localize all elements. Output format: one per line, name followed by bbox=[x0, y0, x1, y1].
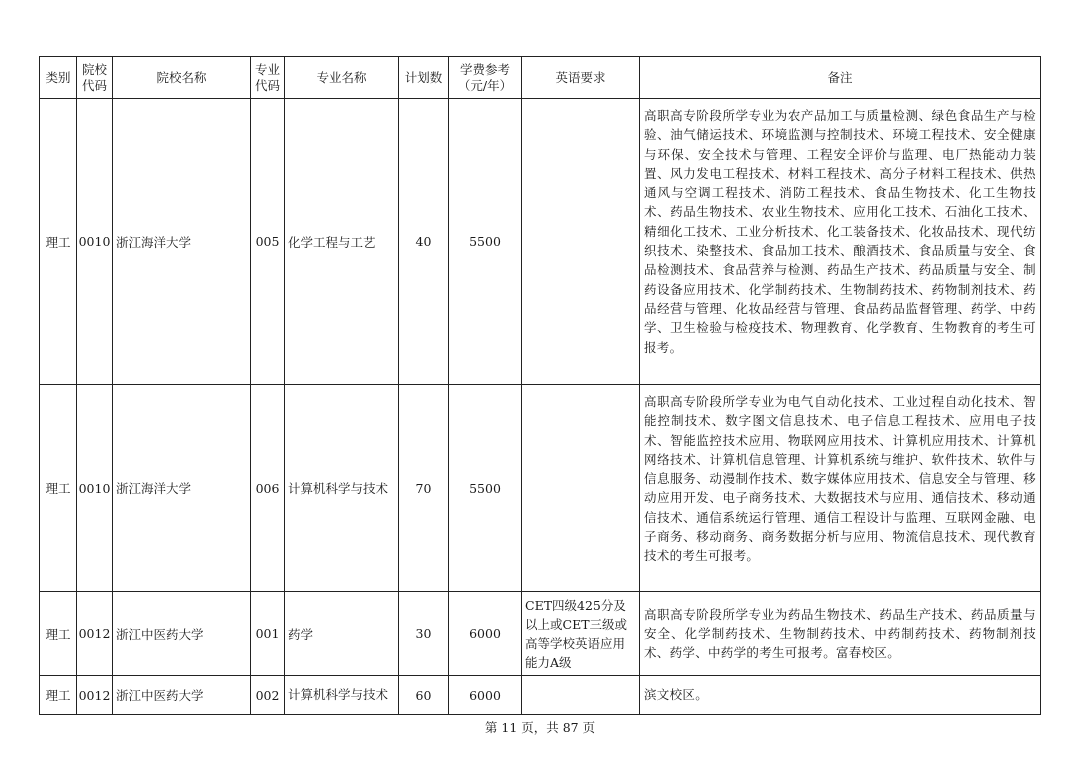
cell-school-name: 浙江中医药大学 bbox=[113, 676, 251, 715]
cell-remarks: 高职高专阶段所学专业为农产品加工与质量检测、绿色食品生产与检验、油气储运技术、环境监测与控制技术、环境工程技术、安全健康与环保、安全技术与管理、工程安全评价与监理、电厂热能动力装置、风力发电工程技术、材料工程技术、高分子材料工程技术、供热通风与空调工程技术、消防工程技术、食品生物技术、化工生物技术、药品生物技术、农业生物技术、应用化工技术、石油化工技术、精细化工技术、工业分析技术、化工装备技术、化妆品技术、现代纺织技术、染整技术、食品加工技术、酿酒技术、食品质量与安全、食品检测技术、食品营养与检测、药品生产技术、药品质量与安全、制药设备应用技术、化学制药技术、生物制药技术、药物制剂技术、药品经营与管理、化妆品经营与管理、食品药品监督管理、药学、中药学、卫生检验与检疫技术、物理教育、化学教育、生物教育的考生可报考。 bbox=[640, 99, 1041, 385]
cell-major-code: 005 bbox=[251, 99, 285, 385]
cell-tuition: 5500 bbox=[449, 385, 522, 592]
header-tuition: 学费参考（元/年） bbox=[449, 57, 522, 99]
cell-category: 理工 bbox=[40, 385, 77, 592]
cell-major-code: 001 bbox=[251, 592, 285, 676]
header-row bbox=[40, 57, 1041, 99]
header-english: 英语要求 bbox=[522, 57, 640, 99]
header-school-code: 院校代码 bbox=[77, 57, 113, 99]
header-major-code: 专业代码 bbox=[251, 57, 285, 99]
cell-major-name: 计算机科学与技术 bbox=[285, 385, 399, 592]
table-row bbox=[40, 676, 1041, 715]
cell-school-code: 0010 bbox=[77, 99, 113, 385]
cell-category: 理工 bbox=[40, 99, 77, 385]
cell-english bbox=[522, 676, 640, 715]
header-major-name: 专业名称 bbox=[285, 57, 399, 99]
cell-school-code: 0010 bbox=[77, 385, 113, 592]
cell-tuition: 5500 bbox=[449, 99, 522, 385]
cell-major-name: 计算机科学与技术 bbox=[285, 676, 399, 715]
cell-english: CET四级425分及以上或CET三级或高等学校英语应用能力A级 bbox=[522, 592, 640, 676]
cell-category: 理工 bbox=[40, 676, 77, 715]
table-row bbox=[40, 592, 1041, 676]
cell-plan: 30 bbox=[399, 592, 449, 676]
table-row bbox=[40, 99, 1041, 385]
header-remarks: 备注 bbox=[640, 57, 1041, 99]
admissions-table bbox=[39, 56, 1041, 715]
cell-major-name: 药学 bbox=[285, 592, 399, 676]
cell-school-code: 0012 bbox=[77, 592, 113, 676]
header-category: 类别 bbox=[40, 57, 77, 99]
cell-english bbox=[522, 385, 640, 592]
table-row bbox=[40, 385, 1041, 592]
header-plan: 计划数 bbox=[399, 57, 449, 99]
cell-major-code: 006 bbox=[251, 385, 285, 592]
cell-remarks: 滨文校区。 bbox=[640, 676, 1041, 715]
cell-plan: 60 bbox=[399, 676, 449, 715]
cell-tuition: 6000 bbox=[449, 676, 522, 715]
cell-english bbox=[522, 99, 640, 385]
cell-category: 理工 bbox=[40, 592, 77, 676]
page-number: 第 11 页，共 87 页 bbox=[484, 720, 596, 735]
cell-tuition: 6000 bbox=[449, 592, 522, 676]
cell-remarks: 高职高专阶段所学专业为电气自动化技术、工业过程自动化技术、智能控制技术、数字图文信息技术、电子信息工程技术、应用电子技术、智能监控技术应用、物联网应用技术、计算机应用技术、计算机网络技术、计算机信息管理、计算机系统与维护、软件技术、软件与信息服务、动漫制作技术、数字媒体应用技术、信息安全与管理、移动应用开发、电子商务技术、大数据技术与应用、通信技术、移动通信技术、通信系统运行管理、通信工程设计与监理、互联网金融、电子商务、移动商务、商务数据分析与应用、物流信息技术、现代教育技术的考生可报考。 bbox=[640, 385, 1041, 592]
cell-plan: 40 bbox=[399, 99, 449, 385]
cell-major-code: 002 bbox=[251, 676, 285, 715]
cell-school-code: 0012 bbox=[77, 676, 113, 715]
cell-major-name: 化学工程与工艺 bbox=[285, 99, 399, 385]
cell-plan: 70 bbox=[399, 385, 449, 592]
cell-school-name: 浙江中医药大学 bbox=[113, 592, 251, 676]
cell-remarks: 高职高专阶段所学专业为药品生物技术、药品生产技术、药品质量与安全、化学制药技术、生物制药技术、中药制药技术、药物制剂技术、药学、中药学的考生可报考。富春校区。 bbox=[640, 592, 1041, 676]
cell-school-name: 浙江海洋大学 bbox=[113, 99, 251, 385]
header-school-name: 院校名称 bbox=[113, 57, 251, 99]
cell-school-name: 浙江海洋大学 bbox=[113, 385, 251, 592]
